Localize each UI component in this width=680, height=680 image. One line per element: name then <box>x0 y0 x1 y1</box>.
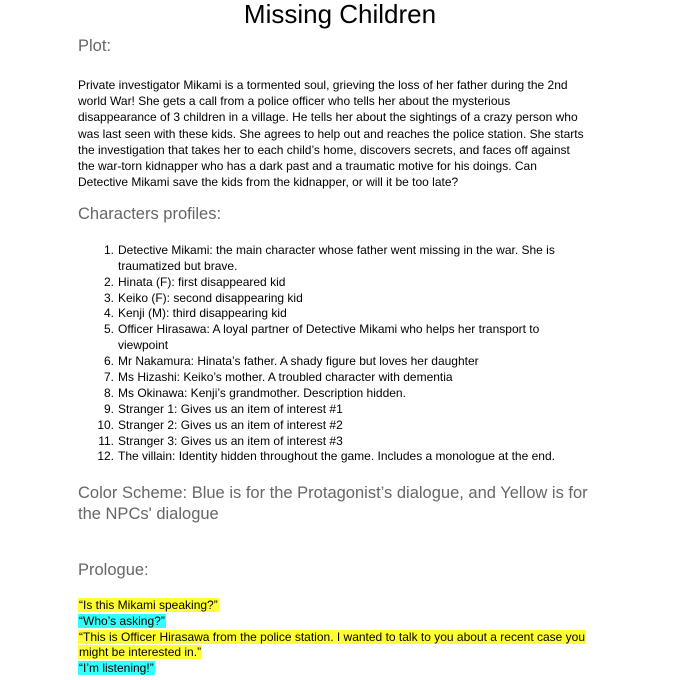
character-item <box>78 434 598 450</box>
character-item <box>78 322 598 354</box>
character-item <box>78 275 598 291</box>
character-description <box>118 434 598 450</box>
character-line: Detective Mikami: the main character whose father went missing in the war. She is <box>118 243 555 257</box>
protagonist-dialogue-line <box>78 614 618 630</box>
npc-dialogue-line <box>78 630 618 646</box>
document-title: Missing Children <box>243 0 437 29</box>
character-description <box>118 386 598 402</box>
character-item <box>78 243 598 275</box>
character-item <box>78 354 598 370</box>
dialogue-highlight: “This is Officer Hirasawa from the police station. I wanted to talk to you about a recent case you <box>79 629 586 644</box>
character-description <box>118 243 598 275</box>
dialogue-highlight: “Is this Mikami speaking?” <box>79 598 218 612</box>
character-item <box>78 306 598 322</box>
character-number: 8. <box>103 385 114 400</box>
character-item <box>78 370 598 386</box>
color-scheme-line: the NPCs' dialogue <box>78 505 219 523</box>
character-line: Officer Hirasawa: A loyal partner of Detective Mikami who helps her transport to <box>118 322 540 337</box>
character-description <box>118 370 598 386</box>
character-line: Stranger 2: Gives us an item of interest #2 <box>118 417 343 432</box>
character-description <box>118 275 598 291</box>
character-number: 12. <box>97 449 114 464</box>
protagonist-dialogue-line <box>78 661 618 677</box>
characters-heading: Characters profiles: <box>78 205 222 223</box>
character-description <box>118 322 598 354</box>
character-item <box>78 291 598 307</box>
plot-line: the investigation that takes her to each child’s home, discovers secrets, and faces off against <box>78 142 570 157</box>
plot-line: Detective Mikami save the kids from the kidnapper, or will it be too late? <box>78 175 459 190</box>
character-description <box>118 418 598 434</box>
character-number: 7. <box>103 369 114 384</box>
character-line: Stranger 1: Gives us an item of interest #1 <box>118 401 343 416</box>
dialogue-highlight: “Who’s asking?” <box>79 613 165 628</box>
character-number: 6. <box>103 354 114 369</box>
character-item <box>78 386 598 402</box>
character-item <box>78 418 598 434</box>
plot-line: was last seen with these kids. She agrees to help out and reaches the police station. She starts <box>78 126 584 141</box>
plot-paragraph <box>78 77 598 190</box>
dialogue-highlight: might be interested in.” <box>79 645 202 660</box>
character-line: Ms Hizashi: Keiko’s mother. A troubled character with dementia <box>118 369 453 384</box>
character-line: Hinata (F): first disappeared kid <box>118 274 286 289</box>
character-number: 3. <box>103 290 114 305</box>
color-scheme-heading <box>78 483 588 525</box>
character-line: Keiko (F): second disappearing kid <box>118 290 303 305</box>
character-number: 10. <box>97 417 114 432</box>
character-description <box>118 449 598 465</box>
character-number: 1. <box>103 243 114 257</box>
character-number: 5. <box>103 322 114 337</box>
character-line: Stranger 3: Gives us an item of interest #3 <box>118 433 343 448</box>
character-description <box>118 354 598 370</box>
character-number: 9. <box>103 401 114 416</box>
character-line: The villain: Identity hidden throughout the game. Includes a monologue at the end. <box>118 449 555 464</box>
character-item <box>78 449 598 465</box>
character-number: 11. <box>98 433 114 448</box>
npc-dialogue-line <box>78 598 618 614</box>
character-description <box>118 402 598 418</box>
character-item <box>78 402 598 418</box>
character-description <box>118 291 598 307</box>
character-number: 4. <box>103 306 114 321</box>
npc-dialogue-line <box>78 645 618 661</box>
character-line: viewpoint <box>118 338 169 353</box>
dialogue-highlight: “I’m listening!” <box>79 661 154 676</box>
color-scheme-line: Color Scheme: Blue is for the Protagonist’s dialogue, and Yellow is for <box>78 484 588 502</box>
prologue-heading: Prologue: <box>78 561 149 579</box>
prologue-dialogue <box>78 598 618 677</box>
character-line: Ms Okinawa: Kenji’s grandmother. Description hidden. <box>118 385 406 400</box>
plot-heading: Plot: <box>78 37 112 55</box>
plot-line: world War! She gets a call from a police officer who tells her about the mysterious <box>78 94 511 109</box>
character-line: Kenji (M): third disappearing kid <box>118 306 287 321</box>
plot-line: the war-torn kidnapper who has a dark past and a traumatic motive for his doings. Can <box>78 159 537 174</box>
characters-list <box>78 243 598 465</box>
plot-line: disappearance of 3 children in a village. He tells her about the sightings of a crazy person who <box>78 110 578 125</box>
character-description <box>118 306 598 322</box>
character-number: 2. <box>103 274 114 289</box>
character-line: traumatized but brave. <box>118 258 238 273</box>
plot-line: Private investigator Mikami is a tormented soul, grieving the loss of her father during the 2nd <box>78 78 568 92</box>
character-line: Mr Nakamura: Hinata’s father. A shady figure but loves her daughter <box>118 354 479 369</box>
